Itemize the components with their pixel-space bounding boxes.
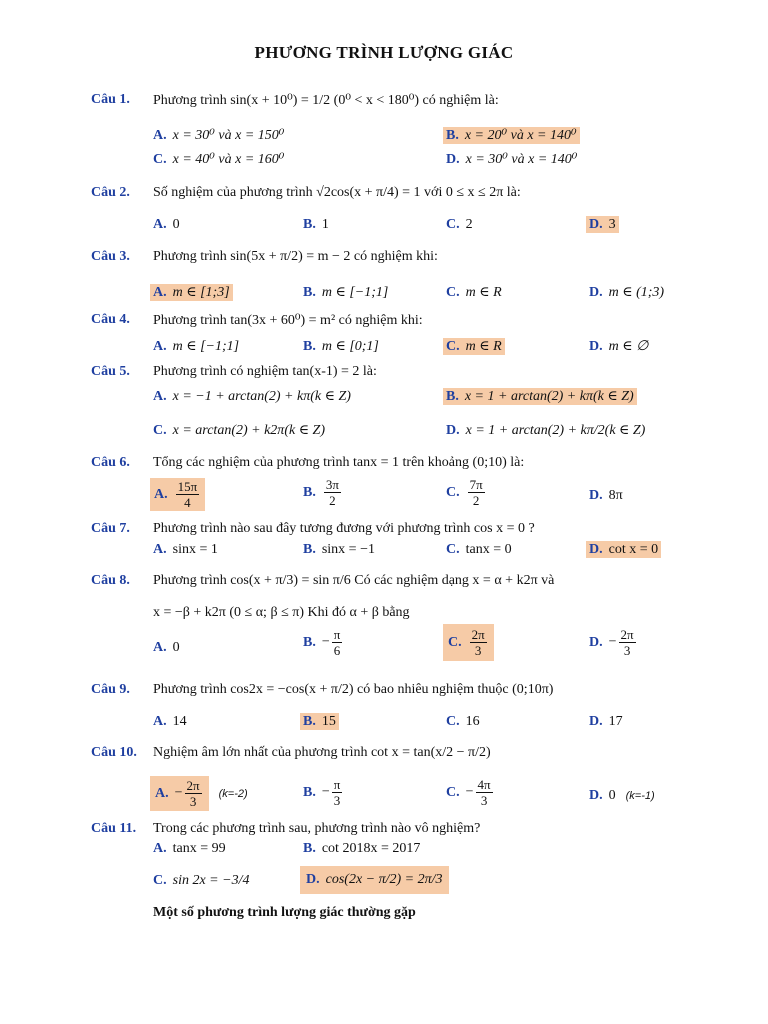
fraction <box>470 628 487 657</box>
option-text: 15 <box>321 714 336 729</box>
option-c <box>446 778 495 807</box>
option-letter: A. <box>153 640 167 655</box>
option-letter: C. <box>153 423 167 438</box>
option-b <box>303 542 375 558</box>
option-text: 1 <box>321 217 329 232</box>
option-text: m ∈ (1;3) <box>608 285 665 300</box>
option-d <box>303 866 449 894</box>
option-text: m ∈ [−1;1] <box>172 339 240 354</box>
numerator: π <box>333 777 341 792</box>
denominator: 3 <box>623 643 631 658</box>
option-text: x = 30⁰ và x = 150⁰ <box>172 128 285 143</box>
question-stem: Tổng các nghiệm của phương trình tanx = 1 trên khoảng (0;10) là: <box>153 455 525 470</box>
option-letter: A. <box>153 128 167 143</box>
option-letter: C. <box>446 484 460 500</box>
option-letter: D. <box>589 542 603 557</box>
option-text: m ∈ [0;1] <box>321 339 379 354</box>
denominator: 4 <box>184 495 191 510</box>
option-letter: A. <box>153 285 167 300</box>
option-letter: D. <box>589 488 603 503</box>
question-label: Câu 6. <box>91 455 130 470</box>
option-c <box>153 422 325 439</box>
denominator: 3 <box>480 793 488 808</box>
option-c <box>446 217 473 233</box>
option-letter: C. <box>446 542 460 557</box>
option-text: m ∈ R <box>465 339 502 354</box>
sign: − <box>321 784 330 800</box>
option-letter: A. <box>153 841 167 856</box>
option-letter: B. <box>446 128 459 143</box>
question-label: Câu 11. <box>91 821 137 836</box>
denominator: 3 <box>189 794 197 809</box>
question-label: Câu 7. <box>91 521 130 536</box>
question-stem: Phương trình nào sau đây tương đương với phương trình cos x = 0 ? <box>153 521 535 536</box>
option-letter: D. <box>589 285 603 300</box>
option-letter: B. <box>303 285 316 300</box>
option-text: 2 <box>465 217 473 232</box>
question-stem: Số nghiệm của phương trình √2cos(x + π/4) = 1 với 0 ≤ x ≤ 2π là: <box>153 185 521 200</box>
option-a <box>153 776 248 811</box>
question-stem: Phương trình cos2x = −cos(x + π/2) có bao nhiêu nghiệm thuộc (0;10π) <box>153 682 554 697</box>
option-letter: D. <box>589 714 603 729</box>
option-c <box>446 478 487 507</box>
option-text: x = 40⁰ và x = 160⁰ <box>172 152 285 167</box>
question-label: Câu 9. <box>91 682 130 697</box>
option-text: sin 2x = −3/4 <box>172 873 250 888</box>
option-text: 0 <box>608 788 616 803</box>
question-label: Câu 8. <box>91 573 130 588</box>
option-c <box>153 151 284 168</box>
option-letter: B. <box>303 542 316 557</box>
option-a <box>153 127 284 144</box>
option-text: x = arctan(2) + k2π(k ∈ Z) <box>172 423 326 438</box>
option-c <box>446 624 494 661</box>
option-c <box>446 542 512 558</box>
question-label: Câu 4. <box>91 312 130 327</box>
question-stem: Phương trình có nghiệm tan(x-1) = 2 là: <box>153 364 377 379</box>
option-a <box>153 640 180 656</box>
option-letter: B. <box>303 841 316 856</box>
option-letter: C. <box>446 217 460 232</box>
option-c <box>446 714 480 730</box>
option-d <box>589 628 638 657</box>
option-a <box>153 714 187 730</box>
denominator: 3 <box>333 793 341 808</box>
fraction <box>185 779 202 808</box>
option-text: x = 30⁰ và x = 140⁰ <box>465 152 578 167</box>
fraction <box>332 778 343 807</box>
option-b <box>446 127 580 144</box>
fraction <box>468 478 485 507</box>
handwritten-note: (k=-1) <box>625 790 655 802</box>
option-text: cot 2018x = 2017 <box>321 841 421 856</box>
option-letter: B. <box>303 784 316 800</box>
option-letter: D. <box>446 152 460 167</box>
option-b <box>303 714 339 730</box>
option-letter: D. <box>589 634 603 650</box>
option-letter: A. <box>153 542 167 557</box>
numerator: 2π <box>620 627 634 642</box>
option-b <box>303 841 420 857</box>
option-text: sinx = −1 <box>321 542 375 557</box>
denominator: 6 <box>333 643 341 658</box>
denominator: 2 <box>329 493 336 508</box>
option-letter: A. <box>155 785 169 801</box>
numerator: π <box>333 627 341 642</box>
option-text: m ∈ [−1;1] <box>321 285 389 300</box>
question-stem: Phương trình cos(x + π/3) = sin π/6 Có các nghiệm dạng x = α + k2π và <box>153 573 555 588</box>
option-text: 0 <box>172 640 180 655</box>
option-letter: A. <box>153 217 167 232</box>
option-letter: D. <box>306 872 320 887</box>
option-letter: B. <box>446 389 459 404</box>
option-c <box>153 873 249 889</box>
fraction <box>176 480 200 509</box>
option-letter: D. <box>446 423 460 438</box>
option-text: 3 <box>608 217 616 232</box>
option-b <box>303 778 344 807</box>
option-c <box>446 338 505 355</box>
option-letter: C. <box>153 152 167 167</box>
option-d <box>589 788 655 804</box>
numerator: 3π <box>325 477 339 492</box>
option-a <box>153 338 239 355</box>
option-letter: B. <box>303 634 316 650</box>
option-text: m ∈ R <box>465 285 502 300</box>
question-label: Câu 5. <box>91 364 130 379</box>
section-heading: Một số phương trình lượng giác thường gặp <box>153 905 416 920</box>
option-letter: C. <box>448 634 462 650</box>
option-d <box>446 422 645 439</box>
option-letter: C. <box>446 339 460 354</box>
sign: − <box>321 634 330 650</box>
option-letter: C. <box>153 873 167 888</box>
option-text: m ∈ ∅ <box>608 339 649 354</box>
sign: − <box>174 785 183 801</box>
option-letter: A. <box>153 389 167 404</box>
option-a <box>153 542 218 558</box>
question-stem: Phương trình sin(x + 10⁰) = 1/2 (0⁰ < x < 180⁰) có nghiệm là: <box>153 93 499 108</box>
sign: − <box>608 634 617 650</box>
option-d <box>589 338 648 355</box>
option-letter: D. <box>589 339 603 354</box>
sign: − <box>465 784 474 800</box>
option-text: x = 20⁰ và x = 140⁰ <box>464 128 577 143</box>
option-a <box>153 284 233 301</box>
option-d <box>589 217 619 233</box>
option-a <box>153 478 205 511</box>
option-b <box>303 628 344 657</box>
question-label: Câu 1. <box>91 92 130 107</box>
fraction <box>619 628 636 657</box>
option-letter: A. <box>153 714 167 729</box>
option-letter: C. <box>446 285 460 300</box>
option-letter: B. <box>303 339 316 354</box>
numerator: 2π <box>471 627 485 642</box>
question-stem: Nghiệm âm lớn nhất của phương trình cot x = tan(x/2 − π/2) <box>153 745 491 760</box>
option-text: cot x = 0 <box>608 542 659 557</box>
numerator: 4π <box>477 777 491 792</box>
question-stem: Phương trình sin(5x + π/2) = m − 2 có nghiệm khi: <box>153 249 438 264</box>
option-d <box>446 151 577 168</box>
option-letter: B. <box>303 217 316 232</box>
option-letter: D. <box>589 217 603 232</box>
option-letter: B. <box>303 714 316 729</box>
option-b <box>446 388 637 405</box>
option-letter: B. <box>303 484 316 500</box>
fraction <box>476 778 493 807</box>
fraction <box>332 628 343 657</box>
option-d <box>589 284 664 301</box>
option-b <box>303 217 329 233</box>
option-letter: A. <box>153 339 167 354</box>
option-text: x = 1 + arctan(2) + kπ/2(k ∈ Z) <box>465 423 646 438</box>
option-b <box>303 478 343 507</box>
option-a <box>153 841 226 857</box>
option-b <box>303 284 388 301</box>
option-letter: A. <box>154 486 168 502</box>
question-stem: Phương trình tan(3x + 60⁰) = m² có nghiệm khi: <box>153 313 423 328</box>
question-label: Câu 3. <box>91 249 130 264</box>
denominator: 2 <box>472 493 480 508</box>
option-text: 14 <box>172 714 187 729</box>
option-text: x = 1 + arctan(2) + kπ(k ∈ Z) <box>464 389 634 404</box>
option-letter: D. <box>589 788 603 803</box>
numerator: 7π <box>469 477 483 492</box>
numerator: 2π <box>186 778 200 793</box>
denominator: 3 <box>474 643 482 658</box>
option-letter: C. <box>446 784 460 800</box>
question-stem-continued: x = −β + k2π (0 ≤ α; β ≤ π) Khi đó α + β bằng <box>153 605 410 620</box>
fraction <box>324 478 341 507</box>
option-text: 16 <box>465 714 480 729</box>
question-label: Câu 10. <box>91 745 137 760</box>
option-letter: C. <box>446 714 460 729</box>
option-text: 17 <box>608 714 623 729</box>
option-a <box>153 388 351 405</box>
option-text: m ∈ [1;3] <box>172 285 230 300</box>
option-c <box>446 284 502 301</box>
numerator: 15π <box>177 479 198 494</box>
option-text: x = −1 + arctan(2) + kπ(k ∈ Z) <box>172 389 351 404</box>
option-text: 0 <box>172 217 180 232</box>
option-a <box>153 217 180 233</box>
option-text: sinx = 1 <box>172 542 218 557</box>
option-d <box>589 488 623 504</box>
question-stem: Trong các phương trình sau, phương trình nào vô nghiệm? <box>153 821 481 836</box>
option-text: 8π <box>608 488 623 503</box>
question-label: Câu 2. <box>91 185 130 200</box>
option-b <box>303 338 379 355</box>
page-title: PHƯƠNG TRÌNH LƯỢNG GIÁC <box>254 43 514 62</box>
option-text: tanx = 0 <box>465 542 512 557</box>
handwritten-note: (k=-2) <box>218 787 248 800</box>
option-text: cos(2x − π/2) = 2π/3 <box>325 872 443 887</box>
option-text: tanx = 99 <box>172 841 226 856</box>
option-d <box>589 714 623 730</box>
option-d <box>589 542 661 558</box>
